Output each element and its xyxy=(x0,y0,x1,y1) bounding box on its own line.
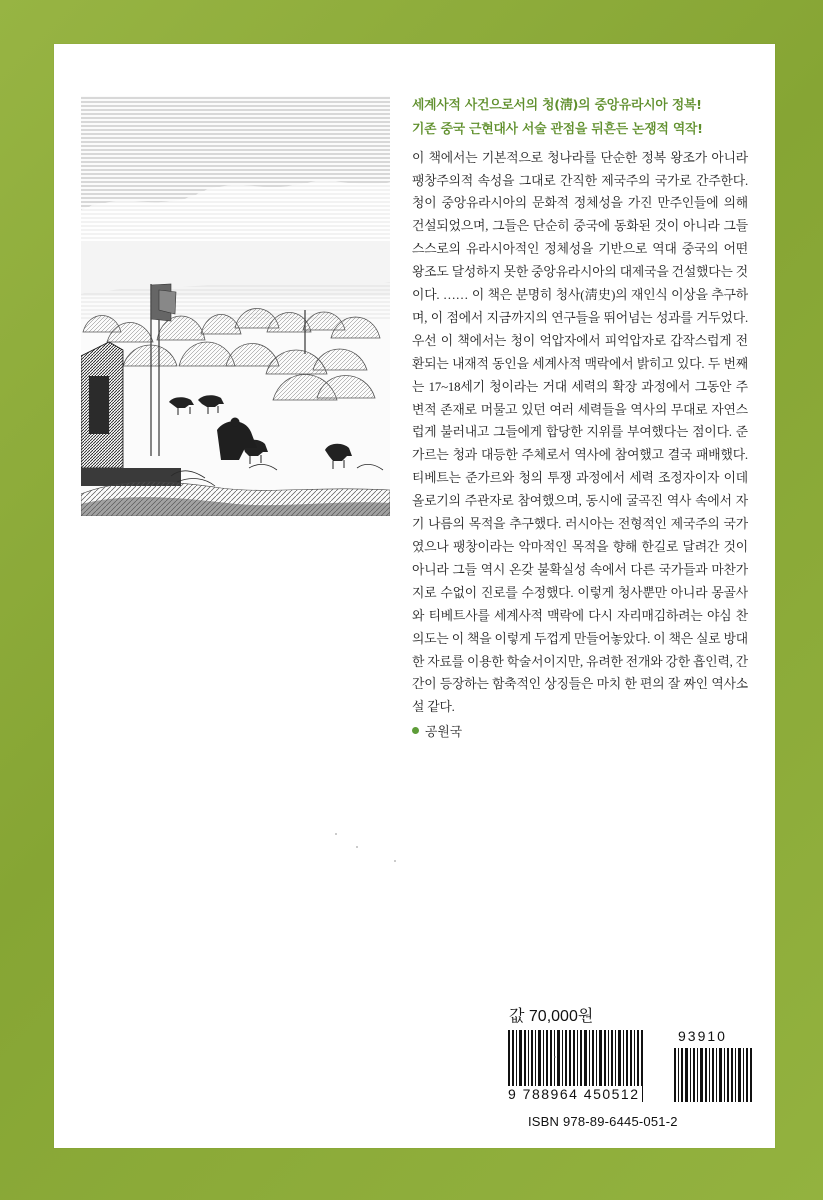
addon-barcode xyxy=(674,1048,754,1102)
headline-line-1: 세계사적 사건으로서의 청(淸)의 중앙유라시아 정복! xyxy=(412,98,702,113)
body-paragraph: 이 책에서는 기본적으로 청나라를 단순한 정복 왕조가 아니라 팽창주의적 속성을 그대로 간직한 제국주의 국가로 간주한다. 청이 중앙유라시아의 문화적 정체성을 가진 만주인들에 의해 건설되었으며, 그들은 단순히 중국에 동화된 것이 아니라 그들 스스로의 유라시아적인 정체성을 기반으로 역대 중국의 어떤 왕조도 달성하지 못한 중앙유라시아의 대제국을 건설했다는 것이다. …… 이 책은 분명히 청사(淸史)의 재인식 이상을 추구하며, 이 점에서 지금까지의 연구들을 뛰어넘는 성과를 거두었다. 우선 이 책에서는 청이 억압자에서 피억압자로 갑작스럽게 전환되는 내재적 동인을 세계사적 맥락에서 밝히고 있다. 두 번째는 17~18세기 청이라는 거대 세력의 확장 과정에서 그동안 주변적 존재로 머물고 있던 여러 세력들을 역사의 무대로 자연스럽게 불러내고 그들에게 합당한 지위를 부여했다는 점이다. 준가르는 청과 대등한 주체로서 역사에 참여했고 결국 패배했다. 티베트는 준가르와 청의 투쟁 과정에서 세력 조정자이자 이데올로기의 주관자로 참여했으며, 동시에 굴곡진 역사 속에서 자기 나름의 목적을 추구했다. 러시아는 전형적인 제국주의 국가였으나 팽창이라는 악마적인 목적을 향해 한길로 달려간 것이 아니라 그들 역시 온갖 불확실성 속에서 다른 국가들과 마찬가지로 수없이 진로를 수정했다. 이렇게 청사뿐만 아니라 몽골사와 티베트사를 세계사적 맥락에 다시 자리매김하려는 야심 찬 의도는 이 책을 이렇게 두껍게 만들어놓았다. 이 책은 실로 방대한 자료를 이용한 학술서이지만, 유려한 전개와 강한 흡인력, 간간이 등장하는 함축적인 상징들은 마치 한 편의 잘 짜인 역사소설 같다. xyxy=(412,150,748,715)
engraving-illustration xyxy=(81,96,390,516)
barcode-main-digits: 9 788964 450512 xyxy=(508,1086,640,1102)
price-label: 값 70,000원 xyxy=(509,1008,594,1025)
paper-speckle xyxy=(394,860,396,862)
back-cover-page xyxy=(54,44,775,1148)
description-block xyxy=(412,94,748,740)
author-signature xyxy=(412,721,748,740)
paper-speckle xyxy=(554,1056,556,1058)
barcode-addon-digits: 93910 xyxy=(678,1028,727,1044)
circle-bullet-icon xyxy=(412,727,419,734)
paper-speckle xyxy=(335,833,337,835)
paper-speckle xyxy=(356,846,358,848)
headline xyxy=(412,94,748,142)
barcode-area xyxy=(508,1030,754,1124)
author-name: 공원국 xyxy=(425,725,463,740)
isbn-number: ISBN 978-89-6445-051-2 xyxy=(528,1114,678,1129)
headline-line-2: 기존 중국 근현대사 서술 관점을 뒤흔든 논쟁적 역작! xyxy=(412,121,703,137)
